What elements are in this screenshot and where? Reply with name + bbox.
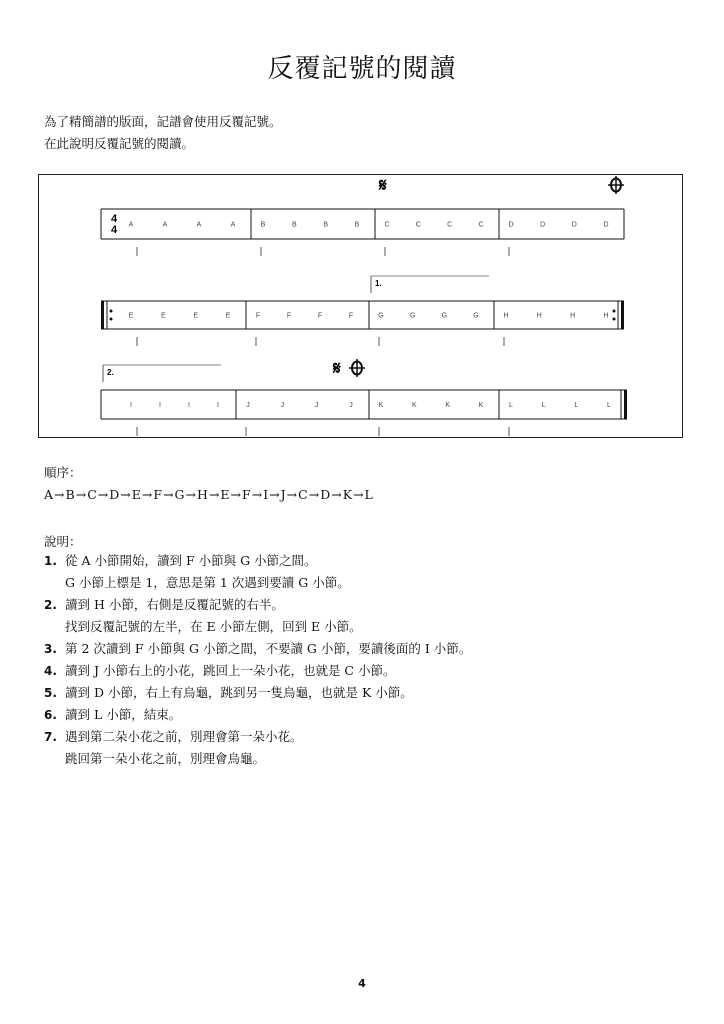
order-item: F bbox=[153, 487, 163, 502]
beat-letter: G bbox=[378, 312, 384, 320]
order-item: F bbox=[242, 487, 251, 502]
beat-letter: B bbox=[354, 221, 360, 229]
beat-letter: I bbox=[159, 402, 161, 409]
beat-letter: A bbox=[128, 221, 134, 229]
explanation-number: 3. bbox=[44, 642, 57, 656]
explanation-number: 5. bbox=[44, 686, 57, 700]
repeat-start-bar bbox=[101, 301, 104, 329]
explanation-number: 1. bbox=[44, 554, 57, 568]
order-item: I bbox=[263, 487, 269, 502]
beat-letter: L bbox=[541, 402, 546, 409]
beat-letter: F bbox=[286, 312, 292, 320]
order-sequence bbox=[44, 487, 373, 502]
explanation-label: 說明： bbox=[44, 534, 82, 549]
beat-letter: D bbox=[540, 221, 546, 229]
arrow-icon: → bbox=[208, 487, 220, 502]
explanation-text: 讀到 L 小節，結束。 bbox=[65, 707, 182, 722]
beat-letter: F bbox=[255, 312, 261, 320]
score-diagram bbox=[38, 174, 683, 438]
volta-label: 2. bbox=[107, 368, 114, 377]
page-number: 4 bbox=[358, 977, 366, 990]
order-item: E bbox=[131, 487, 141, 502]
explanation-number: 2. bbox=[44, 598, 57, 612]
beat-letter: L bbox=[509, 402, 513, 409]
beat-letter: D bbox=[571, 221, 577, 229]
order-item: J bbox=[280, 487, 286, 502]
repeat-dot bbox=[613, 310, 616, 313]
time-signature-bottom: 4 bbox=[110, 224, 118, 236]
order-item: A bbox=[44, 487, 54, 502]
beat-letter: H bbox=[570, 312, 576, 320]
page-title: 反覆記號的閱讀 bbox=[267, 54, 457, 84]
beat-letter: F bbox=[317, 312, 323, 320]
beat-letter: K bbox=[411, 402, 417, 409]
explanation-text: 找到反覆記號的左半，在 E 小節左側，回到 E 小節。 bbox=[65, 619, 362, 634]
beat-letter: J bbox=[246, 402, 250, 409]
beat-letter: G bbox=[441, 312, 448, 320]
arrow-icon: → bbox=[185, 487, 197, 502]
explanation-text: 讀到 D 小節，右上有烏龜，跳到另一隻烏龜，也就是 K 小節。 bbox=[65, 685, 413, 700]
explanation-text: 第 2 次讀到 F 小節與 G 小節之間，不要讀 G 小節，要讀後面的 I 小節。 bbox=[65, 641, 472, 656]
beat-letter: C bbox=[415, 221, 421, 229]
order-item: G bbox=[174, 487, 185, 502]
beat-letter: H bbox=[603, 312, 609, 320]
beat-letter: D bbox=[603, 221, 609, 229]
beat-letter: J bbox=[314, 402, 319, 409]
beat-letter: A bbox=[162, 221, 168, 229]
beat-letter: I bbox=[217, 402, 219, 409]
intro-text bbox=[44, 111, 282, 155]
explanation-text: 從 A 小節開始，讀到 F 小節與 G 小節之間。 bbox=[65, 553, 317, 568]
segno-icon: 𝄋 bbox=[333, 358, 341, 379]
beat-letter: B bbox=[291, 221, 297, 229]
beat-letter: E bbox=[128, 312, 134, 320]
arrow-icon: → bbox=[308, 487, 320, 502]
beat-letter: B bbox=[323, 221, 329, 229]
arrow-icon: → bbox=[141, 487, 153, 502]
order-item: D bbox=[320, 487, 331, 502]
beat-letter: K bbox=[478, 402, 484, 409]
beat-letter: B bbox=[260, 221, 266, 229]
beat-letter: J bbox=[349, 402, 353, 409]
beat-letter: E bbox=[225, 312, 231, 320]
intro-line: 在此說明反覆記號的閱讀。 bbox=[44, 136, 195, 151]
repeat-dot bbox=[613, 318, 616, 321]
repeat-end-bar bbox=[621, 301, 624, 329]
beat-letter: L bbox=[574, 402, 579, 409]
beat-letter: H bbox=[503, 312, 509, 320]
arrow-icon: → bbox=[269, 487, 280, 502]
beat-letter: K bbox=[445, 402, 451, 409]
arrow-icon: → bbox=[75, 487, 87, 502]
beat-letter: E bbox=[193, 312, 199, 320]
beat-letter: G bbox=[409, 312, 416, 320]
explanation-text: G 小節上標是 1，意思是第 1 次遇到要讀 G 小節。 bbox=[65, 575, 350, 590]
order-item: C bbox=[87, 487, 97, 502]
explanation-text: 讀到 H 小節，右側是反覆記號的右半。 bbox=[65, 597, 284, 612]
order-label: 順序： bbox=[44, 465, 82, 480]
segno-icon: 𝄋 bbox=[379, 175, 387, 196]
order-item: K bbox=[342, 487, 353, 502]
beat-letter: D bbox=[508, 221, 514, 229]
beat-letter: C bbox=[478, 221, 484, 229]
order-item: H bbox=[197, 487, 208, 502]
arrow-icon: → bbox=[353, 487, 364, 502]
arrow-icon: → bbox=[54, 487, 65, 502]
beat-letter: H bbox=[536, 312, 542, 320]
volta-label: 1. bbox=[375, 279, 382, 288]
beat-letter: G bbox=[473, 312, 479, 320]
order-item: L bbox=[364, 487, 373, 502]
beat-letter: A bbox=[196, 221, 202, 229]
arrow-icon: → bbox=[286, 487, 298, 502]
beat-letter: E bbox=[160, 312, 166, 320]
explanation-text: 跳回第一朵小花之前，別理會烏龜。 bbox=[65, 751, 266, 766]
arrow-icon: → bbox=[331, 487, 342, 502]
arrow-icon: → bbox=[97, 487, 109, 502]
order-item: B bbox=[65, 487, 75, 502]
explanation-text: 遇到第二朵小花之前，別理會第一朵小花。 bbox=[65, 729, 303, 744]
explanation-number: 4. bbox=[44, 664, 57, 678]
beat-letter: I bbox=[130, 402, 132, 409]
beat-letter: L bbox=[607, 402, 611, 409]
score-svg bbox=[39, 175, 684, 439]
intro-line: 為了精簡譜的版面，記譜會使用反覆記號。 bbox=[44, 114, 282, 129]
arrow-icon: → bbox=[251, 487, 263, 502]
explanation-number: 7. bbox=[44, 730, 57, 744]
arrow-icon: → bbox=[163, 487, 174, 502]
order-item: D bbox=[109, 487, 120, 502]
explanation-number: 6. bbox=[44, 708, 57, 722]
beat-letter: I bbox=[188, 402, 190, 409]
beat-letter: F bbox=[348, 312, 354, 320]
order-item: E bbox=[220, 487, 230, 502]
repeat-dot bbox=[110, 318, 113, 321]
final-bar bbox=[624, 390, 627, 419]
arrow-icon: → bbox=[230, 487, 242, 502]
beat-letter: K bbox=[378, 402, 384, 409]
order-item: C bbox=[298, 487, 308, 502]
arrow-icon: → bbox=[120, 487, 131, 502]
beat-letter: A bbox=[230, 221, 236, 229]
explanation-text: 讀到 J 小節右上的小花，跳回上一朵小花，也就是 C 小節。 bbox=[65, 663, 396, 678]
time-signature-top: 4 bbox=[110, 213, 118, 225]
beat-letter: J bbox=[280, 402, 285, 409]
repeat-dot bbox=[110, 310, 113, 313]
beat-letter: C bbox=[447, 221, 453, 229]
beat-letter: C bbox=[384, 221, 390, 229]
